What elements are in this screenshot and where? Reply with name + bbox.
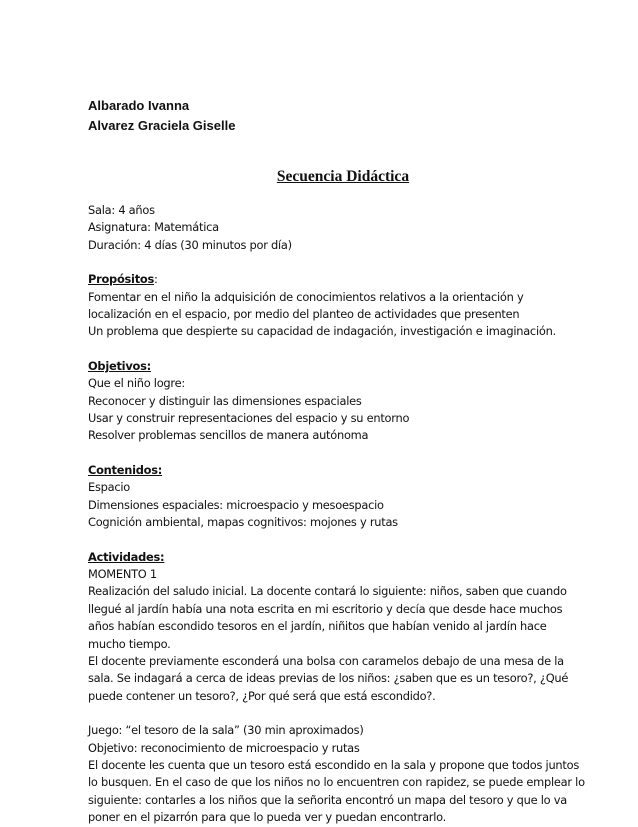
text-line: mucho tiempo. — [88, 636, 171, 651]
paragraph-gap — [88, 705, 558, 722]
info-line: Asignatura: Matemática — [88, 220, 219, 235]
section-heading: Propósitos — [88, 272, 155, 287]
text-line: lo busquen. En el caso de que los niños no lo encuentren con rapidez, se puede emplear lo — [88, 775, 585, 790]
actividades-section — [88, 549, 585, 827]
text-line: localización en el espacio, por medio del planteo de actividades que presenten — [88, 307, 520, 322]
text-line: Usar y construir representaciones del espacio y su entorno — [88, 411, 410, 426]
text-line: Cognición ambiental, mapas cognitivos: mojones y rutas — [88, 515, 398, 530]
text-line: llegué al jardín había una nota escrita en mi escritorio y decía que desde hace muchos — [88, 601, 563, 616]
document-title: Secuencia Didáctica — [276, 168, 410, 185]
author-name: Alvarez Graciela Giselle — [88, 118, 236, 133]
info-section — [88, 202, 558, 254]
propositos-section — [88, 271, 558, 341]
text-line: años habían escondido tesoros en el jardín, niñitos que habían venido al jardín hace — [88, 619, 547, 634]
text-line: Juego: “el tesoro de la sala” (30 min aproximados) — [88, 723, 364, 738]
text-line: Que el niño logre: — [88, 376, 185, 391]
text-line: Un problema que despierte su capacidad de indagación, investigación e imaginación. — [88, 324, 556, 339]
text-line: siguiente: contarles a los niños que la señorita encontró un mapa del tesoro y que lo va — [88, 792, 567, 807]
section-heading: Objetivos: — [88, 358, 151, 373]
heading-colon: : — [154, 272, 158, 287]
text-line: MOMENTO 1 — [88, 566, 157, 581]
text-line: Realización del saludo inicial. La docente contará lo siguiente: niños, saben que cuando — [88, 584, 567, 599]
objetivos-section — [88, 358, 558, 445]
text-line: puede contener un tesoro?, ¿Por qué será que está escondido?. — [88, 688, 436, 703]
text-line: sala. Se indagará a cerca de ideas previas de los niños: ¿saben que es un tesoro?, ¿Qué — [88, 671, 569, 686]
text-line: Dimensiones espaciales: microespacio y mesoespacio — [88, 497, 384, 512]
info-line: Sala: 4 años — [88, 203, 155, 217]
document-page — [88, 96, 585, 827]
text-line: Fomentar en el niño la adquisición de conocimientos relativos a la orientación y — [88, 289, 524, 304]
section-heading-row — [88, 271, 558, 288]
text-line: El docente previamente esconderá una bolsa con caramelos debajo de una mesa de la — [88, 653, 564, 668]
section-heading: Contenidos: — [88, 462, 163, 477]
text-line: El docente les cuenta que un tesoro está escondido en la sala y propone que todos juntos — [88, 757, 580, 772]
text-line: Resolver problemas sencillos de manera autónoma — [88, 428, 369, 443]
author-name: Albarado Ivanna — [88, 98, 190, 113]
text-line: Reconocer y distinguir las dimensiones espaciales — [88, 393, 362, 408]
info-line: Duración: 4 días (30 minutos por día) — [88, 237, 292, 252]
text-line: Espacio — [88, 480, 130, 495]
text-line: poner en el pizarrón para que lo pueda ver y puedan encontrarlo. — [88, 810, 447, 825]
contenidos-section — [88, 462, 558, 532]
section-heading: Actividades: — [88, 549, 165, 564]
text-line: Objetivo: reconocimiento de microespacio y rutas — [88, 740, 360, 755]
authors — [88, 96, 558, 136]
